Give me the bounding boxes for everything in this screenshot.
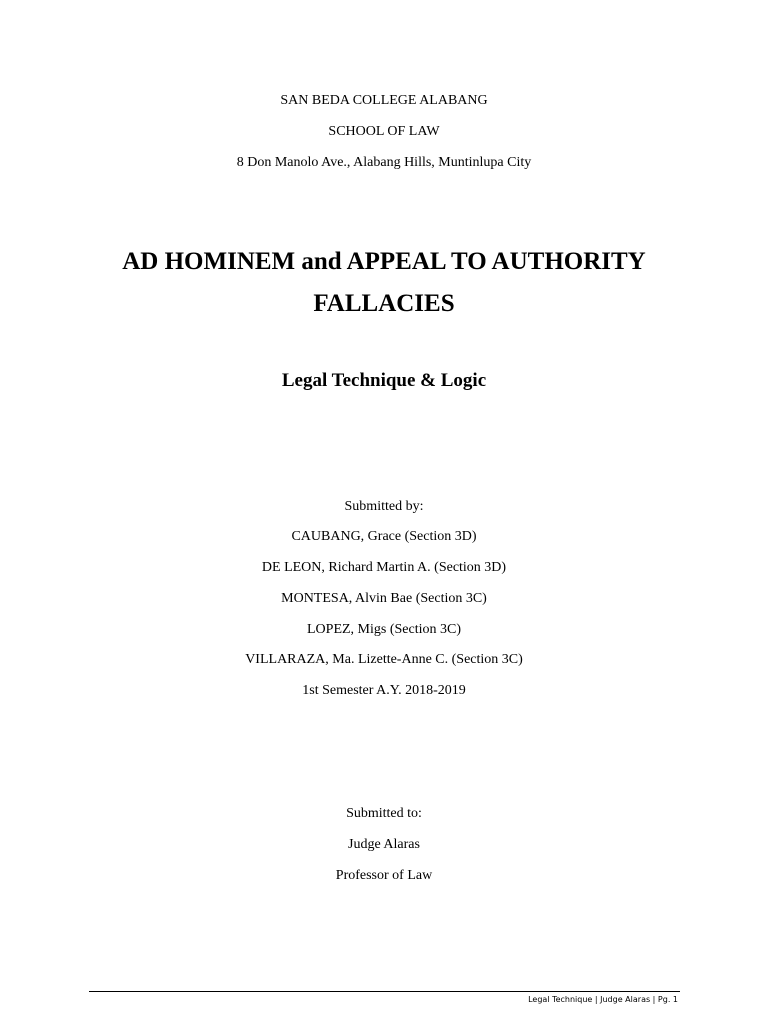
member-name: MONTESA, Alvin Bae (Section 3C) — [281, 591, 487, 606]
document-subtitle: Legal Technique & Logic — [281, 370, 487, 391]
professor-position: Professor of Law — [335, 868, 433, 883]
footer-divider — [89, 991, 680, 992]
document-title-line-1: AD HOMINEM and APPEAL TO AUTHORITY — [122, 248, 646, 275]
school-name: SCHOOL OF LAW — [328, 124, 440, 139]
document-title-line-2: FALLACIES — [313, 290, 455, 317]
page-footer: Legal Technique | Judge Alaras | Pg. 1 — [528, 995, 678, 1004]
member-name: DE LEON, Richard Martin A. (Section 3D) — [261, 560, 507, 575]
school-address: 8 Don Manolo Ave., Alabang Hills, Muntinlupa City — [236, 155, 532, 170]
semester-info: 1st Semester A.Y. 2018-2019 — [302, 683, 466, 698]
member-name: CAUBANG, Grace (Section 3D) — [291, 529, 477, 544]
professor-name: Judge Alaras — [348, 837, 420, 852]
submitted-by-label: Submitted by: — [344, 499, 424, 514]
institution-name: SAN BEDA COLLEGE ALABANG — [280, 93, 488, 108]
member-name: LOPEZ, Migs (Section 3C) — [307, 622, 461, 637]
member-name: VILLARAZA, Ma. Lizette-Anne C. (Section 3C) — [245, 652, 523, 667]
submitted-to-label: Submitted to: — [346, 806, 422, 821]
